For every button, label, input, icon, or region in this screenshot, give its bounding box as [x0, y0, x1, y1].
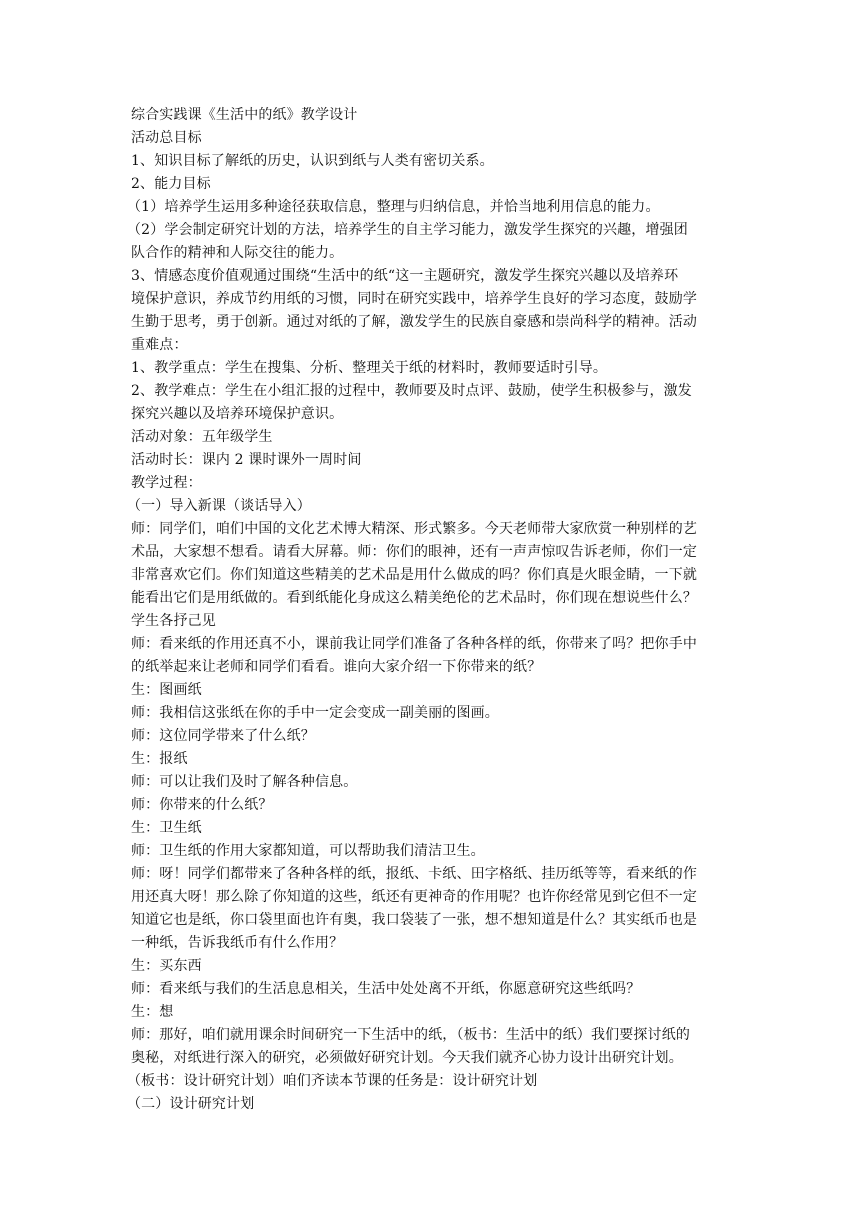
text-line: 境保护意识，养成节约用纸的习惯，同时在研究实践中，培养学生良好的学习态度，鼓励学	[131, 291, 697, 307]
text-line: （2）学会制定研究计划的方法，培养学生的自主学习能力，激发学生探究的兴趣，增强团	[127, 222, 688, 238]
text-line: 2、能力目标	[131, 176, 211, 192]
text-line: 2、教学难点：学生在小组汇报的过程中，教师要及时点评、鼓励，使学生积极参与，激发	[131, 383, 692, 399]
text-line: （板书：设计研究计划）咱们齐读本节课的任务是：设计研究计划	[127, 1073, 538, 1089]
text-line: 生：想	[131, 1004, 174, 1020]
text-line: （1）培养学生运用多种途径获取信息，整理与归纳信息，并恰当地利用信息的能力。	[127, 199, 660, 215]
text-line: 师：看来纸与我们的生活息息相关，生活中处处离不开纸，你愿意研究这些纸吗？	[131, 981, 641, 997]
text-line: 生勤于思考，勇于创新。通过对纸的了解，激发学生的民族自豪感和崇尚科学的精神。活动	[131, 314, 697, 330]
text-line: 师：那好，咱们就用课余时间研究一下生活中的纸，（板书：生活中的纸）我们要探讨纸的	[131, 1027, 690, 1043]
text-line: 1、教学重点：学生在搜集、分析、整理关于纸的材料时，教师要适时引导。	[131, 360, 608, 376]
text-line: 的纸举起来让老师和同学们看看。谁向大家介绍一下你带来的纸？	[131, 659, 542, 675]
text-line: （一）导入新课（谈话导入）	[127, 498, 311, 514]
text-line: 生：图画纸	[131, 682, 202, 698]
text-line: 奥秘，对纸进行深入的研究，必须做好研究计划。今天我们就齐心协力设计出研究计划。	[131, 1050, 683, 1066]
text-line: 术品，大家想不想看。请看大屏幕。师：你们的眼神，还有一声声惊叹告诉老师，你们一定	[131, 544, 697, 560]
text-line: 用还真大呀！那么除了你知道的这些，纸还有更神奇的作用呢？也许你经常见到它但不一定	[131, 889, 697, 905]
text-line: 师：同学们，咱们中国的文化艺术博大精深、形式繁多。今天老师带大家欣赏一种别样的艺	[131, 521, 697, 537]
text-line: 师：这位同学带来了什么纸？	[131, 728, 315, 744]
text-line: 活动总目标	[131, 130, 202, 146]
text-line: （二）设计研究计划	[127, 1096, 255, 1112]
text-line: 师：看来纸的作用还真不小，课前我让同学们准备了各种各样的纸，你带来了吗？把你手中	[131, 636, 697, 652]
text-line: 能看出它们是用纸做的。看到纸能化身成这么精美绝伦的艺术品时，你们现在想说些什么？	[131, 590, 697, 606]
text-line: 3、情感态度价值观通过围绕“生活中的纸“这一主题研究，激发学生探究兴趣以及培养环	[131, 268, 679, 284]
text-line: 重难点：	[131, 337, 188, 353]
text-line: 师：你带来的什么纸？	[131, 797, 273, 813]
text-line: 生：买东西	[131, 958, 202, 974]
text-line: 师：卫生纸的作用大家都知道，可以帮助我们清洁卫生。	[131, 843, 485, 859]
text-line: 师：可以让我们及时了解各种信息。	[131, 774, 358, 790]
text-line: 师：我相信这张纸在你的手中一定会变成一副美丽的图画。	[131, 705, 499, 721]
text-line: 探究兴趣以及培养环境保护意识。	[131, 406, 344, 422]
document-page	[127, 104, 731, 1116]
text-line: 活动对象：五年级学生	[131, 429, 273, 445]
text-line: 生：报纸	[131, 751, 188, 767]
text-line: 知道它也是纸，你口袋里面也许有奥，我口袋装了一张，想不想知道是什么？其实纸币也是	[131, 912, 697, 928]
text-line: 学生各抒己见	[131, 613, 216, 629]
text-line: 一种纸，告诉我纸币有什么作用？	[131, 935, 344, 951]
text-line: 队合作的精神和人际交往的能力。	[131, 245, 344, 261]
text-line: 活动时长：课内 2 课时课外一周时间	[131, 452, 362, 468]
text-line: 1、知识目标了解纸的历史，认识到纸与人类有密切关系。	[131, 153, 494, 169]
text-line: 教学过程：	[131, 475, 202, 491]
text-line: 师：呀！同学们都带来了各种各样的纸，报纸、卡纸、田字格纸、挂历纸等等，看来纸的作	[131, 866, 697, 882]
text-line: 综合实践课《生活中的纸》教学设计	[131, 107, 358, 123]
text-line: 非常喜欢它们。你们知道这些精美的艺术品是用什么做成的吗？你们真是火眼金睛，一下就	[131, 567, 697, 583]
text-line: 生：卫生纸	[131, 820, 202, 836]
